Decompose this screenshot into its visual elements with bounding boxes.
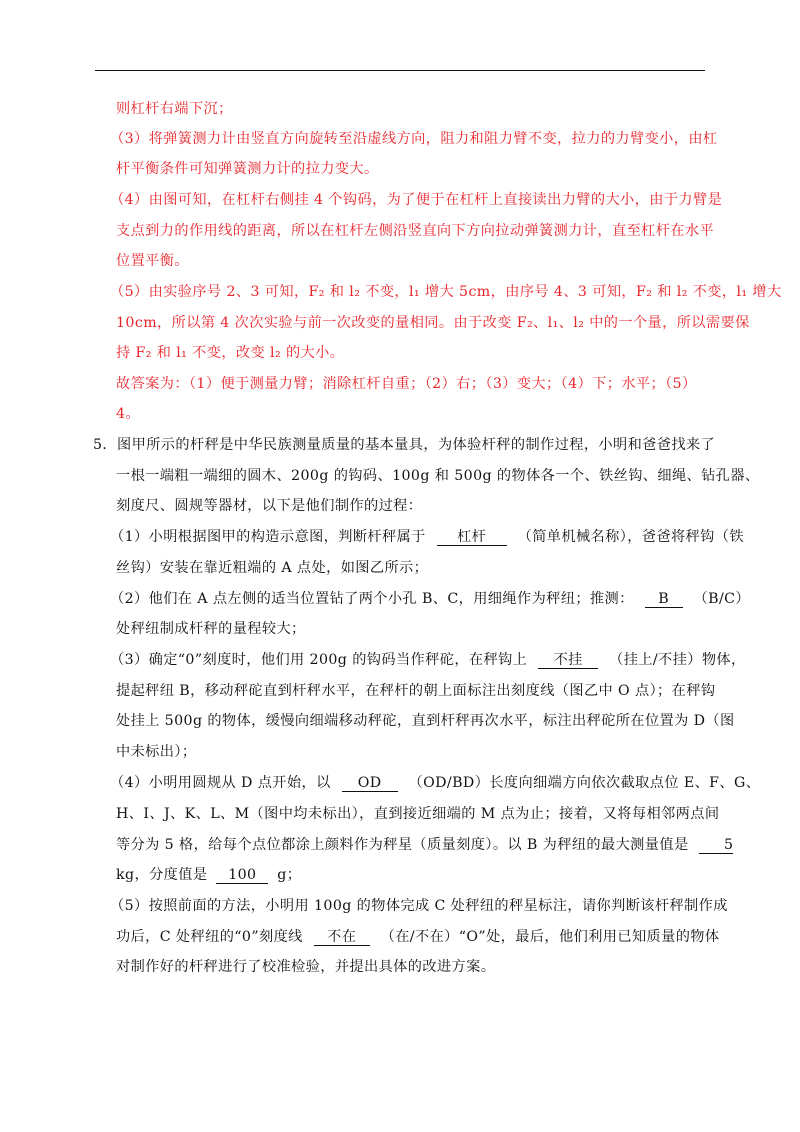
- q5-part-3-line-2: 提起秤纽 B，移动秤砣直到杆秤水平，在秤杆的朝上面标注出刻度线（图乙中 O 点）；在秤钩: [116, 683, 716, 699]
- q5-part-3-text-b: （挂上/不挂）物体，: [609, 652, 746, 668]
- q5-part-2-text-a: （2）他们在 A 点左侧的适当位置钻了两个小孔 B、C，用细绳作为秤纽；推测：: [110, 591, 634, 607]
- header-rule: [95, 70, 705, 71]
- q5-part-4-unit-text: kg，分度值是: [116, 867, 208, 883]
- q5-part-2-line-1: [110, 588, 750, 608]
- answer-step-3-line-1: （3）将弹簧测力计由竖直方向旋转至沿虚线方向，阻力和阻力臂不变，拉力的力臂变小，由杠: [110, 131, 718, 147]
- q5-part-4-line-1: [110, 772, 760, 792]
- question-5-intro-line-1: 5．图甲所示的杆秤是中华民族测量质量的基本量具，为体验杆秤的制作过程，小明和爸爸找来了: [93, 437, 716, 453]
- q5-part-5-text-a: 功后，C 处秤纽的“0”刻度线: [116, 929, 303, 945]
- q5-part-5-text-b: （在/不在）“O”处，最后，他们利用已知质量的物体: [380, 929, 720, 945]
- q5-part-4-answer-blank-3: 100: [216, 867, 268, 884]
- answer-line-1: 则杠杆右端下沉；: [116, 101, 233, 117]
- q5-part-5-line-2: [116, 926, 719, 946]
- q5-part-1-text-b: （简单机械名称），爸爸将秤钩（铁: [517, 529, 744, 545]
- answer-step-3-line-2: 杆平衡条件可知弹簧测力计的拉力变大。: [116, 161, 379, 177]
- q5-part-5-answer-blank: 不在: [314, 929, 370, 946]
- q5-part-1-text-a: （1）小明根据图甲的构造示意图，判断杆秤属于: [110, 529, 426, 545]
- q5-part-4-line-3: [116, 834, 733, 854]
- q5-part-2-line-2: 处秤纽制成杆秤的量程较大；: [116, 621, 306, 637]
- q5-part-3-line-3: 处挂上 500g 的物体，缓慢向细端移动秤砣，直到杆秤再次水平，标注出秤砣所在位置为 D（图: [116, 713, 735, 729]
- question-5-intro-line-3: 刻度尺、圆规等器材，以下是他们制作的过程：: [116, 498, 423, 514]
- q5-part-4-text-d: g；: [277, 867, 302, 883]
- q5-part-3-text-a: （3）确定“0”刻度时，他们用 200g 的钩码当作秤砣，在秤钩上: [110, 652, 528, 668]
- q5-part-4-text-c: 等分为 5 格，给每个点位都涂上颜料作为秤星（质量刻度）。以 B 为秤纽的最大测量值是: [116, 837, 689, 853]
- answer-step-5-line-1: （5）由实验序号 2、3 可知，F₂ 和 l₂ 不变，l₁ 增大 5cm，由序号 4、3 可知，F₂ 和 l₂ 不变，l₁ 增大: [110, 284, 782, 300]
- answer-step-5-line-3: 持 F₂ 和 l₁ 不变，改变 l₂ 的大小。: [116, 345, 345, 361]
- q5-part-1-line-1: [110, 526, 744, 546]
- q5-part-4-text-b: （OD/BD）长度向细端方向依次截取点位 E、F、G、: [408, 775, 761, 791]
- q5-part-2-text-b: （B/C）: [693, 591, 750, 607]
- answer-step-4-line-2: 支点到力的作用线的距离，所以在杠杆左侧沿竖直向下方向拉动弹簧测力计，直至杠杆在水平: [116, 223, 715, 239]
- final-answer-line-1: 故答案为：（1）便于测量力臂；消除杠杆自重；（2）右；（3）变大；（4）下；水平；（5）: [116, 376, 697, 392]
- final-answer-line-2: 4。: [116, 406, 141, 422]
- answer-step-5-line-2: 10cm，所以第 4 次次实验与前一次改变的量相同。由于改变 F₂、l₁、l₂ 中的一个量，所以需要保: [116, 315, 750, 331]
- q5-part-4-text-a: （4）小明用圆规从 D 点开始，以: [110, 775, 331, 791]
- question-5-intro-line-2: 一根一端粗一端细的圆木、200g 的钩码、100g 和 500g 的物体各一个、铁丝钩、细绳、钻孔器、: [116, 468, 760, 484]
- q5-part-5-line-1: （5）按照前面的方法，小明用 100g 的物体完成 C 处秤纽的秤星标注，请你判断该杆秤制作成: [110, 898, 728, 914]
- answer-step-4-line-1: （4）由图可知，在杠杆右侧挂 4 个钩码，为了便于在杠杆上直接读出力臂的大小，由于力臂是: [110, 192, 723, 208]
- q5-part-4-answer-blank-2: 5: [699, 837, 733, 854]
- q5-part-3-answer-blank: 不挂: [538, 652, 598, 669]
- q5-part-3-line-4: 中未标出）；: [116, 744, 197, 760]
- answer-step-4-line-3: 位置平衡。: [116, 253, 189, 269]
- q5-part-1-answer-blank: 杠杆: [437, 529, 507, 546]
- q5-part-4-line-2: H、I、J、K、L、M（图中均未标出），直到接近细端的 M 点为止；接着，又将每相邻两点间: [116, 806, 720, 822]
- q5-part-5-line-3: 对制作好的杆秤进行了校准检验，并提出具体的改进方案。: [116, 959, 496, 975]
- q5-part-2-answer-blank: B: [645, 591, 683, 608]
- q5-part-3-line-1: [110, 649, 746, 669]
- q5-part-4-line-4: [116, 864, 301, 884]
- q5-part-1-line-2: 丝钩）安装在靠近粗端的 A 点处，如图乙所示；: [116, 560, 429, 576]
- q5-part-4-answer-blank-1: OD: [342, 775, 398, 792]
